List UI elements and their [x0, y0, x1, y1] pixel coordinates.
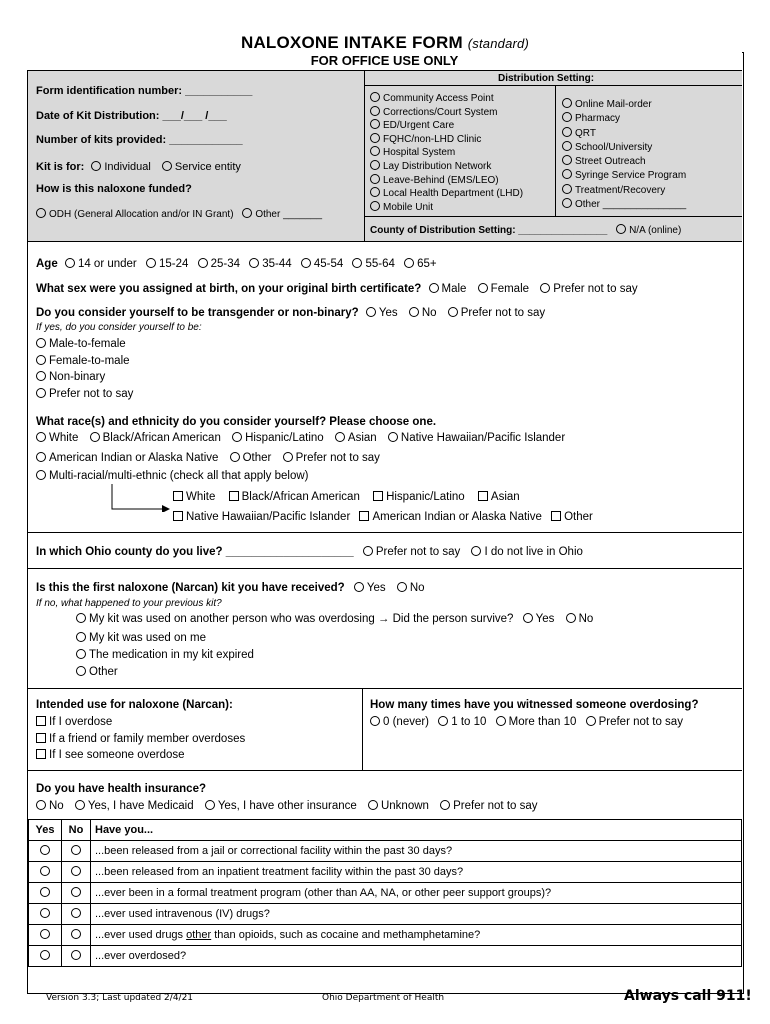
- funded-odh-radio[interactable]: [36, 208, 46, 218]
- history-question: ...been released from an inpatient treatment facility within the past 30 days?: [91, 862, 742, 883]
- race-option-label: Prefer not to say: [295, 452, 380, 464]
- kit-for-entity-label: Service entity: [174, 161, 241, 173]
- first-kit-sub1-row: [76, 613, 593, 625]
- insurance-radio[interactable]: [36, 800, 46, 810]
- form-id-label[interactable]: Form identification number: ___________: [36, 85, 253, 97]
- witnessed-option-label: 1 to 10: [451, 716, 487, 728]
- first-kit-sub-option[interactable]: The medication in my kit expired: [76, 647, 254, 664]
- setting-option[interactable]: QRT: [562, 127, 686, 141]
- insurance-option-label: Yes, I have Medicaid: [87, 800, 194, 812]
- witnessed-option-label: Prefer not to say: [598, 716, 683, 728]
- funded-label: How is this naloxone funded?: [36, 183, 192, 195]
- county-radio[interactable]: [471, 546, 481, 556]
- county-radio[interactable]: [363, 546, 373, 556]
- yes-header: Yes: [29, 820, 62, 841]
- age-radio[interactable]: [301, 258, 311, 268]
- age-radio[interactable]: [249, 258, 259, 268]
- intended-list: [36, 714, 245, 764]
- insurance-radio[interactable]: [368, 800, 378, 810]
- history-question: ...ever used drugs other than opioids, such as cocaine and methamphetamine?: [91, 925, 742, 946]
- settings-left-list: [370, 92, 523, 214]
- trans-sub-option[interactable]: Prefer not to say: [36, 386, 133, 403]
- age-option-label: 55-64: [365, 258, 395, 270]
- age-option-label: 25-34: [210, 258, 241, 270]
- history-yes-radio[interactable]: [40, 866, 50, 876]
- first-kit-followup: If no, what happened to your previous kit?: [36, 598, 222, 609]
- setting-option[interactable]: School/University: [562, 141, 686, 155]
- setting-option[interactable]: Mobile Unit: [370, 201, 523, 215]
- trans-radio[interactable]: [448, 307, 458, 317]
- distribution-setting-header: Distribution Setting:: [498, 73, 595, 84]
- no-header: No: [62, 820, 91, 841]
- trans-radio[interactable]: [409, 307, 419, 317]
- race-radio[interactable]: [36, 452, 46, 462]
- county-na-radio[interactable]: [616, 224, 626, 234]
- insurance-radio[interactable]: [205, 800, 215, 810]
- first-kit-option-label: No: [409, 582, 425, 594]
- race-multi-checkbox[interactable]: [359, 511, 369, 521]
- survive-radio[interactable]: [566, 613, 576, 623]
- witnessed-row: [370, 716, 683, 728]
- race-multi-option-label: Hispanic/Latino: [386, 491, 465, 503]
- race-radio[interactable]: [388, 432, 398, 442]
- trans-followup: If yes, do you consider yourself to be:: [36, 322, 202, 333]
- first-kit-sub-option[interactable]: My kit was used on me: [76, 630, 254, 647]
- funded-odh-label: ODH (General Allocation and/or IN Grant): [49, 209, 234, 220]
- trans-option-label: Prefer not to say: [460, 307, 546, 319]
- county-option-label: Prefer not to say: [375, 546, 461, 558]
- race-multi-row1: [173, 491, 520, 503]
- county-option-label: I do not live in Ohio: [484, 546, 583, 558]
- race-multi-checkbox[interactable]: [173, 511, 183, 521]
- history-yes-radio[interactable]: [40, 950, 50, 960]
- race-option-label: American Indian or Alaska Native: [49, 452, 219, 464]
- race-multi-option-label: Black/African American: [241, 491, 360, 503]
- history-question: ...been released from a jail or correctional facility within the past 30 days?: [91, 841, 742, 862]
- race-option-label: Other: [242, 452, 272, 464]
- race-row2: [36, 452, 380, 464]
- trans-row: [36, 307, 545, 319]
- kit-for-entity-radio[interactable]: [162, 161, 172, 171]
- race-radio[interactable]: [232, 432, 242, 442]
- first-kit-sub-radio[interactable]: [76, 613, 86, 623]
- witnessed-question: How many times have you witnessed someone overdosing?: [370, 699, 699, 711]
- office-use-header: FOR OFFICE USE ONLY: [27, 52, 742, 71]
- county-question[interactable]: In which Ohio county do you live? ____________________: [36, 546, 354, 558]
- race-multi-option-label: Asian: [490, 491, 520, 503]
- first-kit-radio[interactable]: [354, 582, 364, 592]
- form-title-text: NALOXONE INTAKE FORM: [240, 33, 463, 52]
- sex-question: What sex were you assigned at birth, on your original birth certificate?: [36, 283, 422, 295]
- age-option-label: 35-44: [262, 258, 292, 270]
- funded-other-label: Other _______: [255, 209, 323, 220]
- insurance-option-label: No: [49, 800, 64, 812]
- insurance-option-label: Unknown: [380, 800, 429, 812]
- age-option-label: 15-24: [158, 258, 189, 270]
- history-no-radio[interactable]: [71, 887, 81, 897]
- trans-sub-option[interactable]: Non-binary: [36, 369, 133, 386]
- trans-sub-list: [36, 336, 133, 402]
- race-option-label: Black/African American: [102, 432, 221, 444]
- race-multi-row: [36, 470, 309, 482]
- setting-option[interactable]: Community Access Point: [370, 92, 523, 106]
- trans-question: Do you consider yourself to be transgender or non-binary?: [36, 307, 359, 319]
- insurance-radio[interactable]: [440, 800, 450, 810]
- witnessed-option-label: More than 10: [508, 716, 577, 728]
- history-question: ...ever overdosed?: [91, 946, 742, 967]
- sex-option-label: Female: [490, 283, 530, 295]
- history-yes-radio[interactable]: [40, 908, 50, 918]
- race-multi-option-label: White: [186, 491, 216, 503]
- setting-option[interactable]: Leave-Behind (EMS/LEO): [370, 174, 523, 188]
- have-you-header: Have you...: [91, 820, 742, 841]
- table-row: [29, 883, 742, 904]
- kit-for-label: Kit is for:: [36, 161, 85, 173]
- race-multi-row2: [173, 511, 593, 523]
- race-option-label: Asian: [347, 432, 377, 444]
- race-radio[interactable]: [230, 452, 240, 462]
- race-radio[interactable]: [36, 432, 46, 442]
- age-radio[interactable]: [146, 258, 156, 268]
- kit-for-individual-radio[interactable]: [91, 161, 101, 171]
- setting-option[interactable]: Corrections/Court System: [370, 106, 523, 120]
- sex-option-label: Prefer not to say: [553, 283, 638, 295]
- age-option-label: 45-54: [313, 258, 344, 270]
- race-row1: [36, 432, 565, 444]
- insurance-question: Do you have health insurance?: [36, 783, 206, 795]
- county-row: [36, 546, 583, 558]
- first-kit-row: [36, 582, 425, 594]
- first-kit-radio[interactable]: [397, 582, 407, 592]
- race-multi-checkbox[interactable]: [373, 491, 383, 501]
- history-yes-radio[interactable]: [40, 929, 50, 939]
- setting-option[interactable]: Other _______________: [562, 198, 686, 212]
- table-row: [29, 841, 742, 862]
- race-multi-checkbox[interactable]: [478, 491, 488, 501]
- intended-option[interactable]: If I overdose: [36, 714, 245, 731]
- race-option-label: Hispanic/Latino: [245, 432, 324, 444]
- intended-option[interactable]: If I see someone overdose: [36, 747, 245, 764]
- race-multi-option-label: Other: [564, 511, 593, 523]
- witnessed-radio[interactable]: [370, 716, 380, 726]
- age-radio[interactable]: [198, 258, 208, 268]
- setting-option[interactable]: Local Health Department (LHD): [370, 187, 523, 201]
- first-kit-sub-list: [76, 630, 254, 681]
- table-row: [29, 925, 742, 946]
- setting-option[interactable]: Pharmacy: [562, 112, 686, 126]
- insurance-radio[interactable]: [75, 800, 85, 810]
- age-option-label: 65+: [417, 258, 437, 270]
- table-row: [29, 904, 742, 925]
- age-option-label: 14 or under: [77, 258, 137, 270]
- kit-count-label[interactable]: Number of kits provided: ____________: [36, 134, 243, 146]
- race-radio[interactable]: [90, 432, 100, 442]
- history-table: [28, 819, 742, 967]
- race-multi-option-label: Native Hawaiian/Pacific Islander: [186, 511, 351, 523]
- survive-option-label: No: [578, 613, 594, 625]
- settings-right-list: [562, 98, 686, 212]
- county-na-label: N/A (online): [629, 225, 682, 236]
- intended-option[interactable]: If a friend or family member overdoses: [36, 731, 245, 748]
- history-yes-radio[interactable]: [40, 845, 50, 855]
- insurance-option-label: Yes, I have other insurance: [217, 800, 357, 812]
- trans-option-label: No: [421, 307, 437, 319]
- race-option-label: White: [49, 432, 79, 444]
- county-setting-row: [370, 224, 681, 236]
- history-no-radio[interactable]: [71, 845, 81, 855]
- setting-option[interactable]: Street Outreach: [562, 155, 686, 169]
- kit-for-individual-label: Individual: [104, 161, 151, 173]
- trans-sub-option[interactable]: Female-to-male: [36, 353, 133, 370]
- kit-date-label[interactable]: Date of Kit Distribution: ___/___ /___: [36, 110, 227, 122]
- sex-option-label: Male: [441, 283, 467, 295]
- sex-row: [36, 283, 638, 295]
- history-no-radio[interactable]: [71, 866, 81, 876]
- witnessed-radio[interactable]: [586, 716, 596, 726]
- dept-text: Ohio Department of Health: [322, 993, 445, 1003]
- trans-option-label: Yes: [378, 307, 398, 319]
- witnessed-radio[interactable]: [438, 716, 448, 726]
- county-setting-label[interactable]: County of Distribution Setting: ________________: [370, 225, 608, 236]
- first-kit-question: Is this the first naloxone (Narcan) kit you have received?: [36, 582, 345, 594]
- first-kit-sub1-label: My kit was used on another person who was overdosing → Did the person survive?: [89, 613, 514, 625]
- history-question: ...ever used intravenous (IV) drugs?: [91, 904, 742, 925]
- sex-radio[interactable]: [540, 283, 550, 293]
- race-multi-option-label: American Indian or Alaska Native: [372, 511, 542, 523]
- age-row: [36, 258, 437, 270]
- history-question: ...ever been in a formal treatment program (other than AA, NA, or other peer support groups)?: [91, 883, 742, 904]
- arrow-icon: [110, 484, 172, 512]
- office-use-section: [28, 71, 742, 242]
- form-title: [0, 33, 770, 53]
- setting-option[interactable]: Lay Distribution Network: [370, 160, 523, 174]
- table-row: [29, 946, 742, 967]
- version-text: Version 3.3; Last updated 2/4/21: [46, 993, 194, 1003]
- age-radio[interactable]: [65, 258, 75, 268]
- witnessed-option-label: 0 (never): [383, 716, 430, 728]
- setting-option[interactable]: Treatment/Recovery: [562, 184, 686, 198]
- race-radio[interactable]: [335, 432, 345, 442]
- history-header-row: [29, 820, 742, 841]
- setting-option[interactable]: Online Mail-order: [562, 98, 686, 112]
- trans-radio[interactable]: [366, 307, 376, 317]
- call-911-text: Always call 911!: [624, 988, 752, 1004]
- race-multi-radio[interactable]: [36, 470, 46, 480]
- sex-radio[interactable]: [478, 283, 488, 293]
- race-radio[interactable]: [283, 452, 293, 462]
- kit-for-row: [36, 161, 241, 173]
- history-no-radio[interactable]: [71, 929, 81, 939]
- funded-row: [36, 208, 322, 220]
- age-label: Age: [36, 258, 58, 270]
- setting-option[interactable]: FQHC/non-LHD Clinic: [370, 133, 523, 147]
- race-multi-checkbox[interactable]: [173, 491, 183, 501]
- form-subtitle: (standard): [467, 36, 530, 51]
- witnessed-radio[interactable]: [496, 716, 506, 726]
- setting-option[interactable]: ED/Urgent Care: [370, 119, 523, 133]
- age-radio[interactable]: [352, 258, 362, 268]
- insurance-option-label: Prefer not to say: [453, 800, 538, 812]
- history-no-radio[interactable]: [71, 950, 81, 960]
- setting-option[interactable]: Hospital System: [370, 146, 523, 160]
- race-option-label: Native Hawaiian/Pacific Islander: [400, 432, 566, 444]
- race-multi-checkbox[interactable]: [551, 511, 561, 521]
- insurance-row: [36, 800, 538, 812]
- trans-sub-option[interactable]: Male-to-female: [36, 336, 133, 353]
- setting-option[interactable]: Syringe Service Program: [562, 169, 686, 183]
- history-no-radio[interactable]: [71, 908, 81, 918]
- history-yes-radio[interactable]: [40, 887, 50, 897]
- sex-radio[interactable]: [429, 283, 439, 293]
- funded-other-radio[interactable]: [242, 208, 252, 218]
- survive-radio[interactable]: [523, 613, 533, 623]
- race-multi-label: Multi-racial/multi-ethnic (check all that apply below): [49, 470, 309, 482]
- first-kit-sub-option[interactable]: Other: [76, 664, 254, 681]
- race-multi-checkbox[interactable]: [229, 491, 239, 501]
- first-kit-option-label: Yes: [366, 582, 386, 594]
- race-question: What race(s) and ethnicity do you consider yourself? Please choose one.: [36, 416, 437, 428]
- survive-option-label: Yes: [535, 613, 555, 625]
- age-radio[interactable]: [404, 258, 414, 268]
- intended-question: Intended use for naloxone (Narcan):: [36, 699, 233, 711]
- table-row: [29, 862, 742, 883]
